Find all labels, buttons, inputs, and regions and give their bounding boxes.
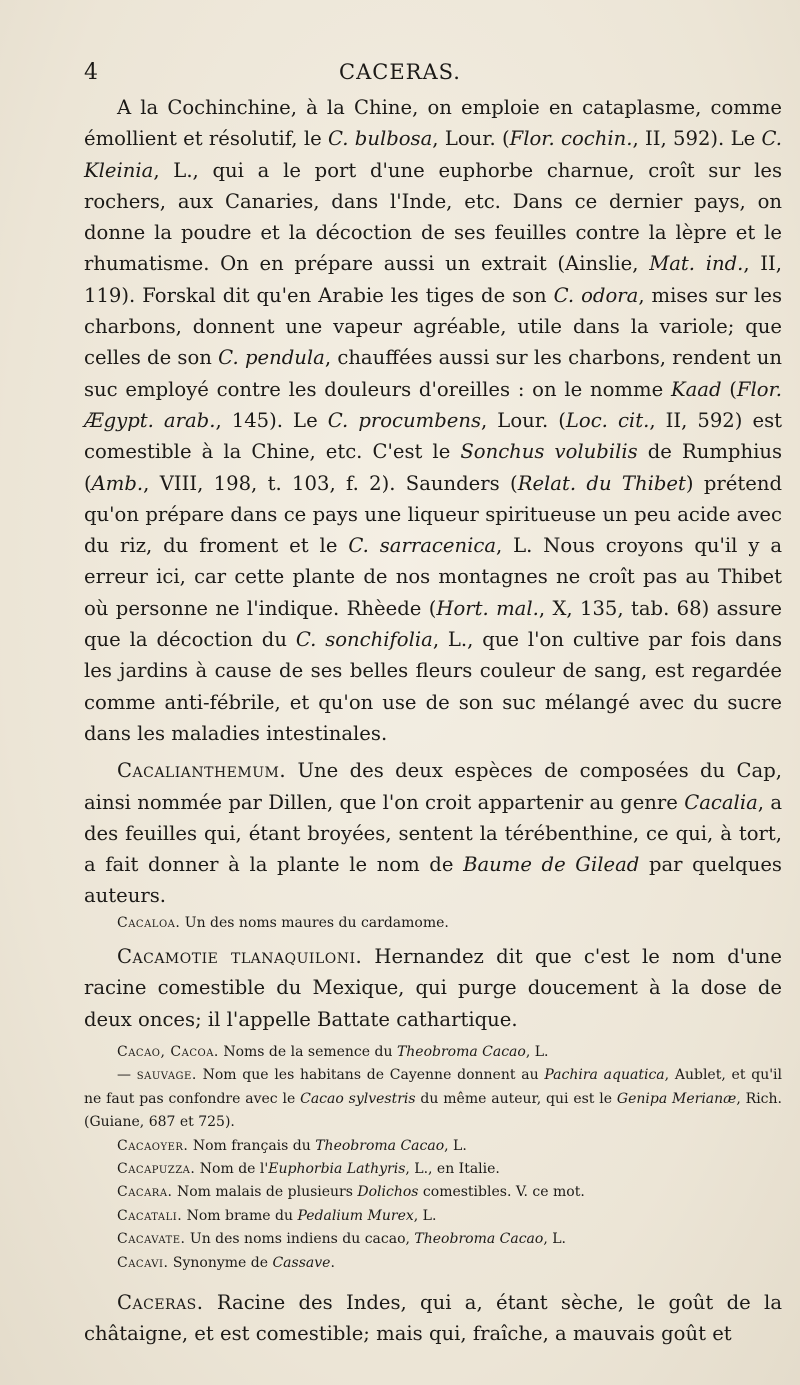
entry-term: Cacalianthemum. [117, 759, 287, 783]
entry-cacara: Cacara. Nom malais de plusieurs Dolichos comestibles. V. ce mot. [117, 1184, 585, 1201]
page-number: 4 [84, 60, 98, 85]
entry-cacavi: Cacavi. Synonyme de Cassave. [117, 1254, 335, 1271]
entry-cacaoyer: Cacaoyer. Nom français du Theobroma Cacao, L. [117, 1137, 467, 1154]
entry-cacapuzza: Cacapuzza. Nom de l'Euphorbia Lathyris, L., en Italie. [117, 1161, 500, 1178]
entry-caceras: Caceras. Racine des Indes, qui a, étant sèche, le goût de la châtaigne, et est comestible; mais qui, fraîche, a mauvais goût et [84, 1291, 782, 1346]
page-body [84, 92, 782, 1350]
entry-cacamotie: Cacamotie tlanaquiloni. Hernandez dit que c'est le nom d'une racine comestible du Mexique, qui purge doucement à la dose de deux onces; il l'appelle Battate cathartique. [84, 945, 783, 1031]
entry-cacaloa: Cacaloa. Un des noms maures du cardamome. [117, 914, 449, 931]
entry-cacalianthemum: Cacalianthemum. Une des deux espèces de composées du Cap, ainsi nommée par Dillen, que l'on croit appartenir au genre Cacalia, a des feuilles qui, étant broyées, sentent la térébenthine, ce qui, à tort, a fait donner à la plante le nom de Baume de Gilead par quelques auteurs. [84, 759, 783, 908]
entry-cacao-sauvage: — sauvage. Nom que les habitans de Cayenne donnent au Pachira aquatica, Aublet, et qu'il ne faut pas confondre avec le Cacao sylvestris du même auteur, qui est le Genipa Merianæ, Rich. (Guiane, 687 et 725). [84, 1067, 783, 1131]
entry-cacavate: Cacavate. Un des noms indiens du cacao, Theobroma Cacao, L. [117, 1231, 566, 1248]
paragraph-cacalia-uses: A la Cochinchine, à la Chine, on emploie en cataplasme, comme émollient et résolutif, le C. bulbosa, Lour. (Flor. cochin., II, 592). Le C. Kleinia, L., qui a le port d'une euphorbe charnue, croît sur les rochers, aux Canaries, dans l'Inde, etc. Dans ce dernier pays, on donne la poudre et la décoction de ses feuilles contre la lèpre et le rhumatisme. On en prépare aussi un extrait (Ainslie, Mat. ind., II, 119). Forskal dit qu'en Arabie les tiges de son C. odora, mises sur les charbons, donnent une vapeur agréable, utile dans la variole; que celles de son C. pendula, chauffées aussi sur les charbons, rendent un suc employé contre les douleurs d'oreilles : on le nomme Kaad (Flor. Ægypt. arab., 145). Le C. procumbens, Lour. (Loc. cit., II, 592) est comestible à la Chine, etc. C'est le Sonchus volubilis de Rumphius (Amb., VIII, 198, t. 103, f. 2). Saunders (Relat. du Thibet) prétend qu'on prépare dans ce pays une liqueur spiritueuse un peu acide avec du riz, du froment et le C. sarracenica, L. Nous croyons qu'il y a erreur ici, car cette plante de nos montagnes ne croît pas au Thibet où personne ne l'indique. Rhèede (Hort. mal., X, 135, tab. 68) assure que la décoction du C. sonchifolia, L., que l'on cultive par fois dans les jardins à cause de ses belles fleurs couleur de sang, est regardée comme anti-fébrile, et qu'on use de son suc mélangé avec du sucre dans les maladies intestinales. [84, 96, 783, 745]
entry-cacao: Cacao, Cacoa. Noms de la semence du Theobroma Cacao, L. [117, 1044, 549, 1061]
running-title: CACERAS. [339, 60, 461, 84]
entry-cacatali: Cacatali. Nom brame du Pedalium Murex, L. [117, 1207, 437, 1224]
